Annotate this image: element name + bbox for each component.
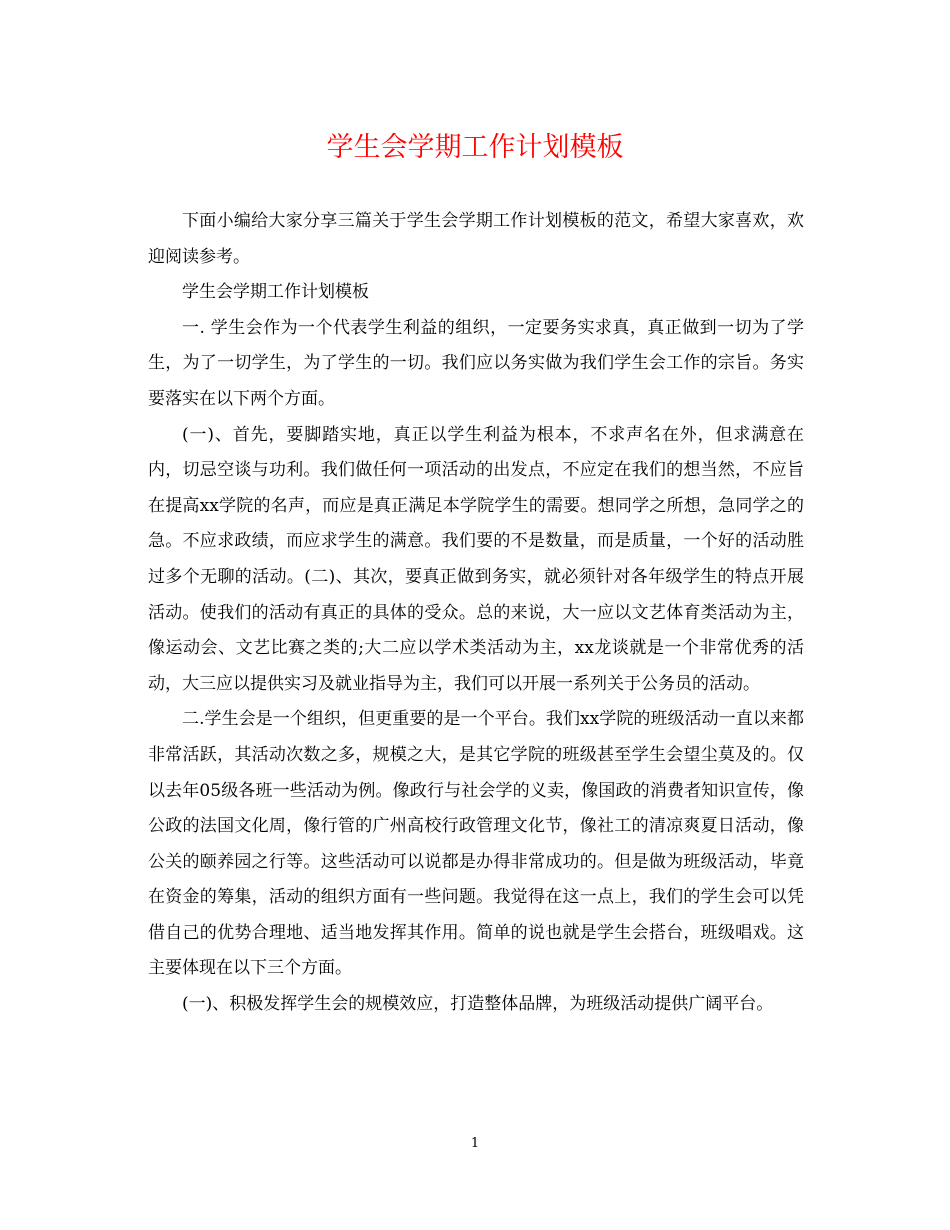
paragraph-section-two-item-one: (一)、积极发挥学生会的规模效应，打造整体品牌，为班级活动提供广阔平台。 <box>182 994 774 1015</box>
paragraph-section-one: 一. 学生会作为一个代表学生利益的组织，一定要务实求真，真正做到一切为了学生，为了一切学生，为了学生的一切。我们应以务实做为我们学生会工作的宗旨。务实要落实在以下两个方面。 <box>148 317 804 409</box>
paragraph-section-one-details: (一)、首先，要脚踏实地，真正以学生利益为根本，不求声名在外，但求满意在内，切忌空谈与功利。我们做任何一项活动的出发点，不应定在我们的想当然，不应旨在提高xx学院的名声，而应是真正满足本学院学生的需要。想同学之所想，急同学之的急。不应求政绩，而应求学生的满意。我们要的不是数量，而是质量，一个好的活动胜过多个无聊的活动。(二)、其次，要真正做到务实，就必须针对各年级学生的特点开展活动。使我们的活动有真正的具体的受众。总的来说，大一应以文艺体育类活动为主，像运动会、文艺比赛之类的;大二应以学术类活动为主，xx龙谈就是一个非常优秀的活动，大三应以提供实习及就业指导为主，我们可以开展一系列关于公务员的活动。 <box>148 424 804 694</box>
page-number: 1 <box>470 1136 480 1151</box>
paragraph-intro: 下面小编给大家分享三篇关于学生会学期工作计划模板的范文，希望大家喜欢，欢迎阅读参考。 <box>148 211 804 267</box>
paragraph-section-two: 二.学生会是一个组织，但更重要的是一个平台。我们xx学院的班级活动一直以来都非常活跃，其活动次数之多，规模之大，是其它学院的班级甚至学生会望尘莫及的。仅以去年05级各班一些活动为例。像政行与社会学的义卖，像国政的消费者知识宣传，像公政的法国文化周，像行管的广州高校行政管理文化节，像社工的清凉爽夏日活动，像公关的颐养园之行等。这些活动可以说都是办得非常成功的。但是做为班级活动，毕竟在资金的筹集，活动的组织方面有一些问题。我觉得在这一点上，我们的学生会可以凭借自己的优势合理地、适当地发挥其作用。简单的说也就是学生会搭台，班级唱戏。这主要体现在以下三个方面。 <box>148 709 804 979</box>
document-title: 学生会学期工作计划模板 <box>326 132 624 163</box>
paragraph-subtitle: 学生会学期工作计划模板 <box>182 282 369 303</box>
document-body <box>148 204 804 1023</box>
